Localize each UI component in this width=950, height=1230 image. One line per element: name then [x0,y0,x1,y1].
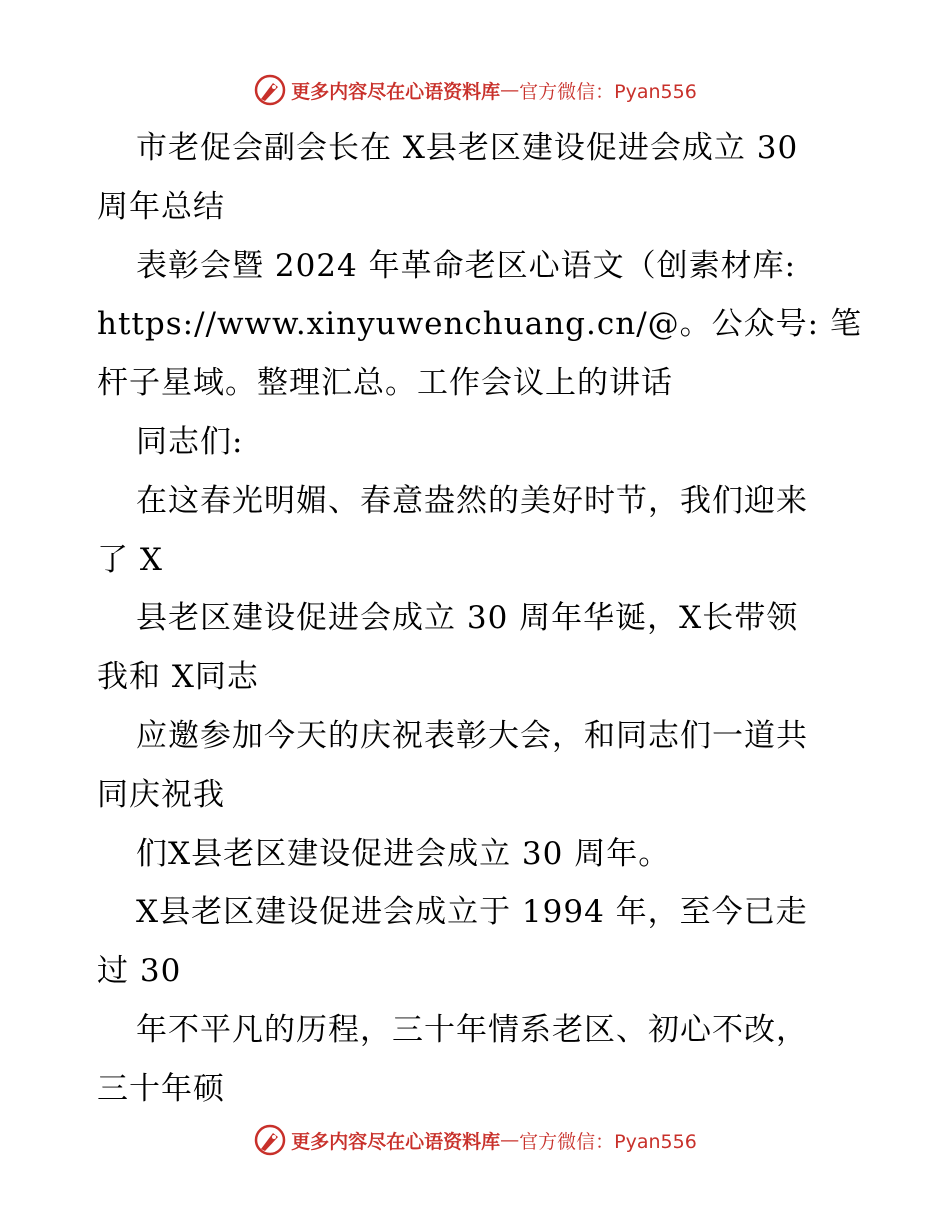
document-body [97,119,862,1119]
paragraph-line: 杆子星域。整理汇总。工作会议上的讲话 [97,365,673,402]
salutation: 同志们: [136,423,244,460]
paragraph-line: 县老区建设促进会成立 30 周年华诞，X长带领 [136,600,799,637]
pen-nib-logo-icon [253,1123,287,1157]
banner-wechat-account: 官方微信：Pyan556 [519,80,697,103]
banner-dash: — [500,79,520,101]
paragraph-line: 了 X [97,541,163,578]
title-line-1: 市老促会副会长在 X县老区建设促进会成立 30 [136,130,799,166]
paragraph-line: 同庆祝我 [97,776,225,813]
paragraph-line: 三十年硕 [97,1070,225,1107]
paragraph-line: 表彰会暨 2024 年革命老区心语文（创素材库: [136,247,797,284]
paragraph-line: 应邀参加今天的庆祝表彰大会，和同志们一道共 [136,717,808,754]
paragraph-line: 年不平凡的历程，三十年情系老区、初心不改， [136,1011,808,1048]
banner-slogan: 更多内容尽在心语资料库 [291,80,501,103]
pen-nib-logo-icon [253,73,287,107]
paragraph-line: https://www.xinyuwenchuang.cn/@。公众号: 笔 [97,306,862,343]
paragraph-line: 在这春光明媚、春意盎然的美好时节，我们迎来 [136,482,808,519]
paragraph-line: 我和 X同志 [97,659,259,696]
footer-banner [0,1120,950,1160]
paragraph-line: 过 30 [97,953,182,990]
title-line-2: 周年总结 [97,188,225,225]
paragraph-line: 们X县老区建设促进会成立 30 周年。 [136,835,671,872]
header-banner [0,70,950,110]
banner-dash: — [500,1129,520,1151]
paragraph-line: X县老区建设促进会成立于 1994 年，至今已走 [136,894,808,931]
banner-wechat-account: 官方微信：Pyan556 [519,1130,697,1153]
banner-slogan: 更多内容尽在心语资料库 [291,1130,501,1153]
